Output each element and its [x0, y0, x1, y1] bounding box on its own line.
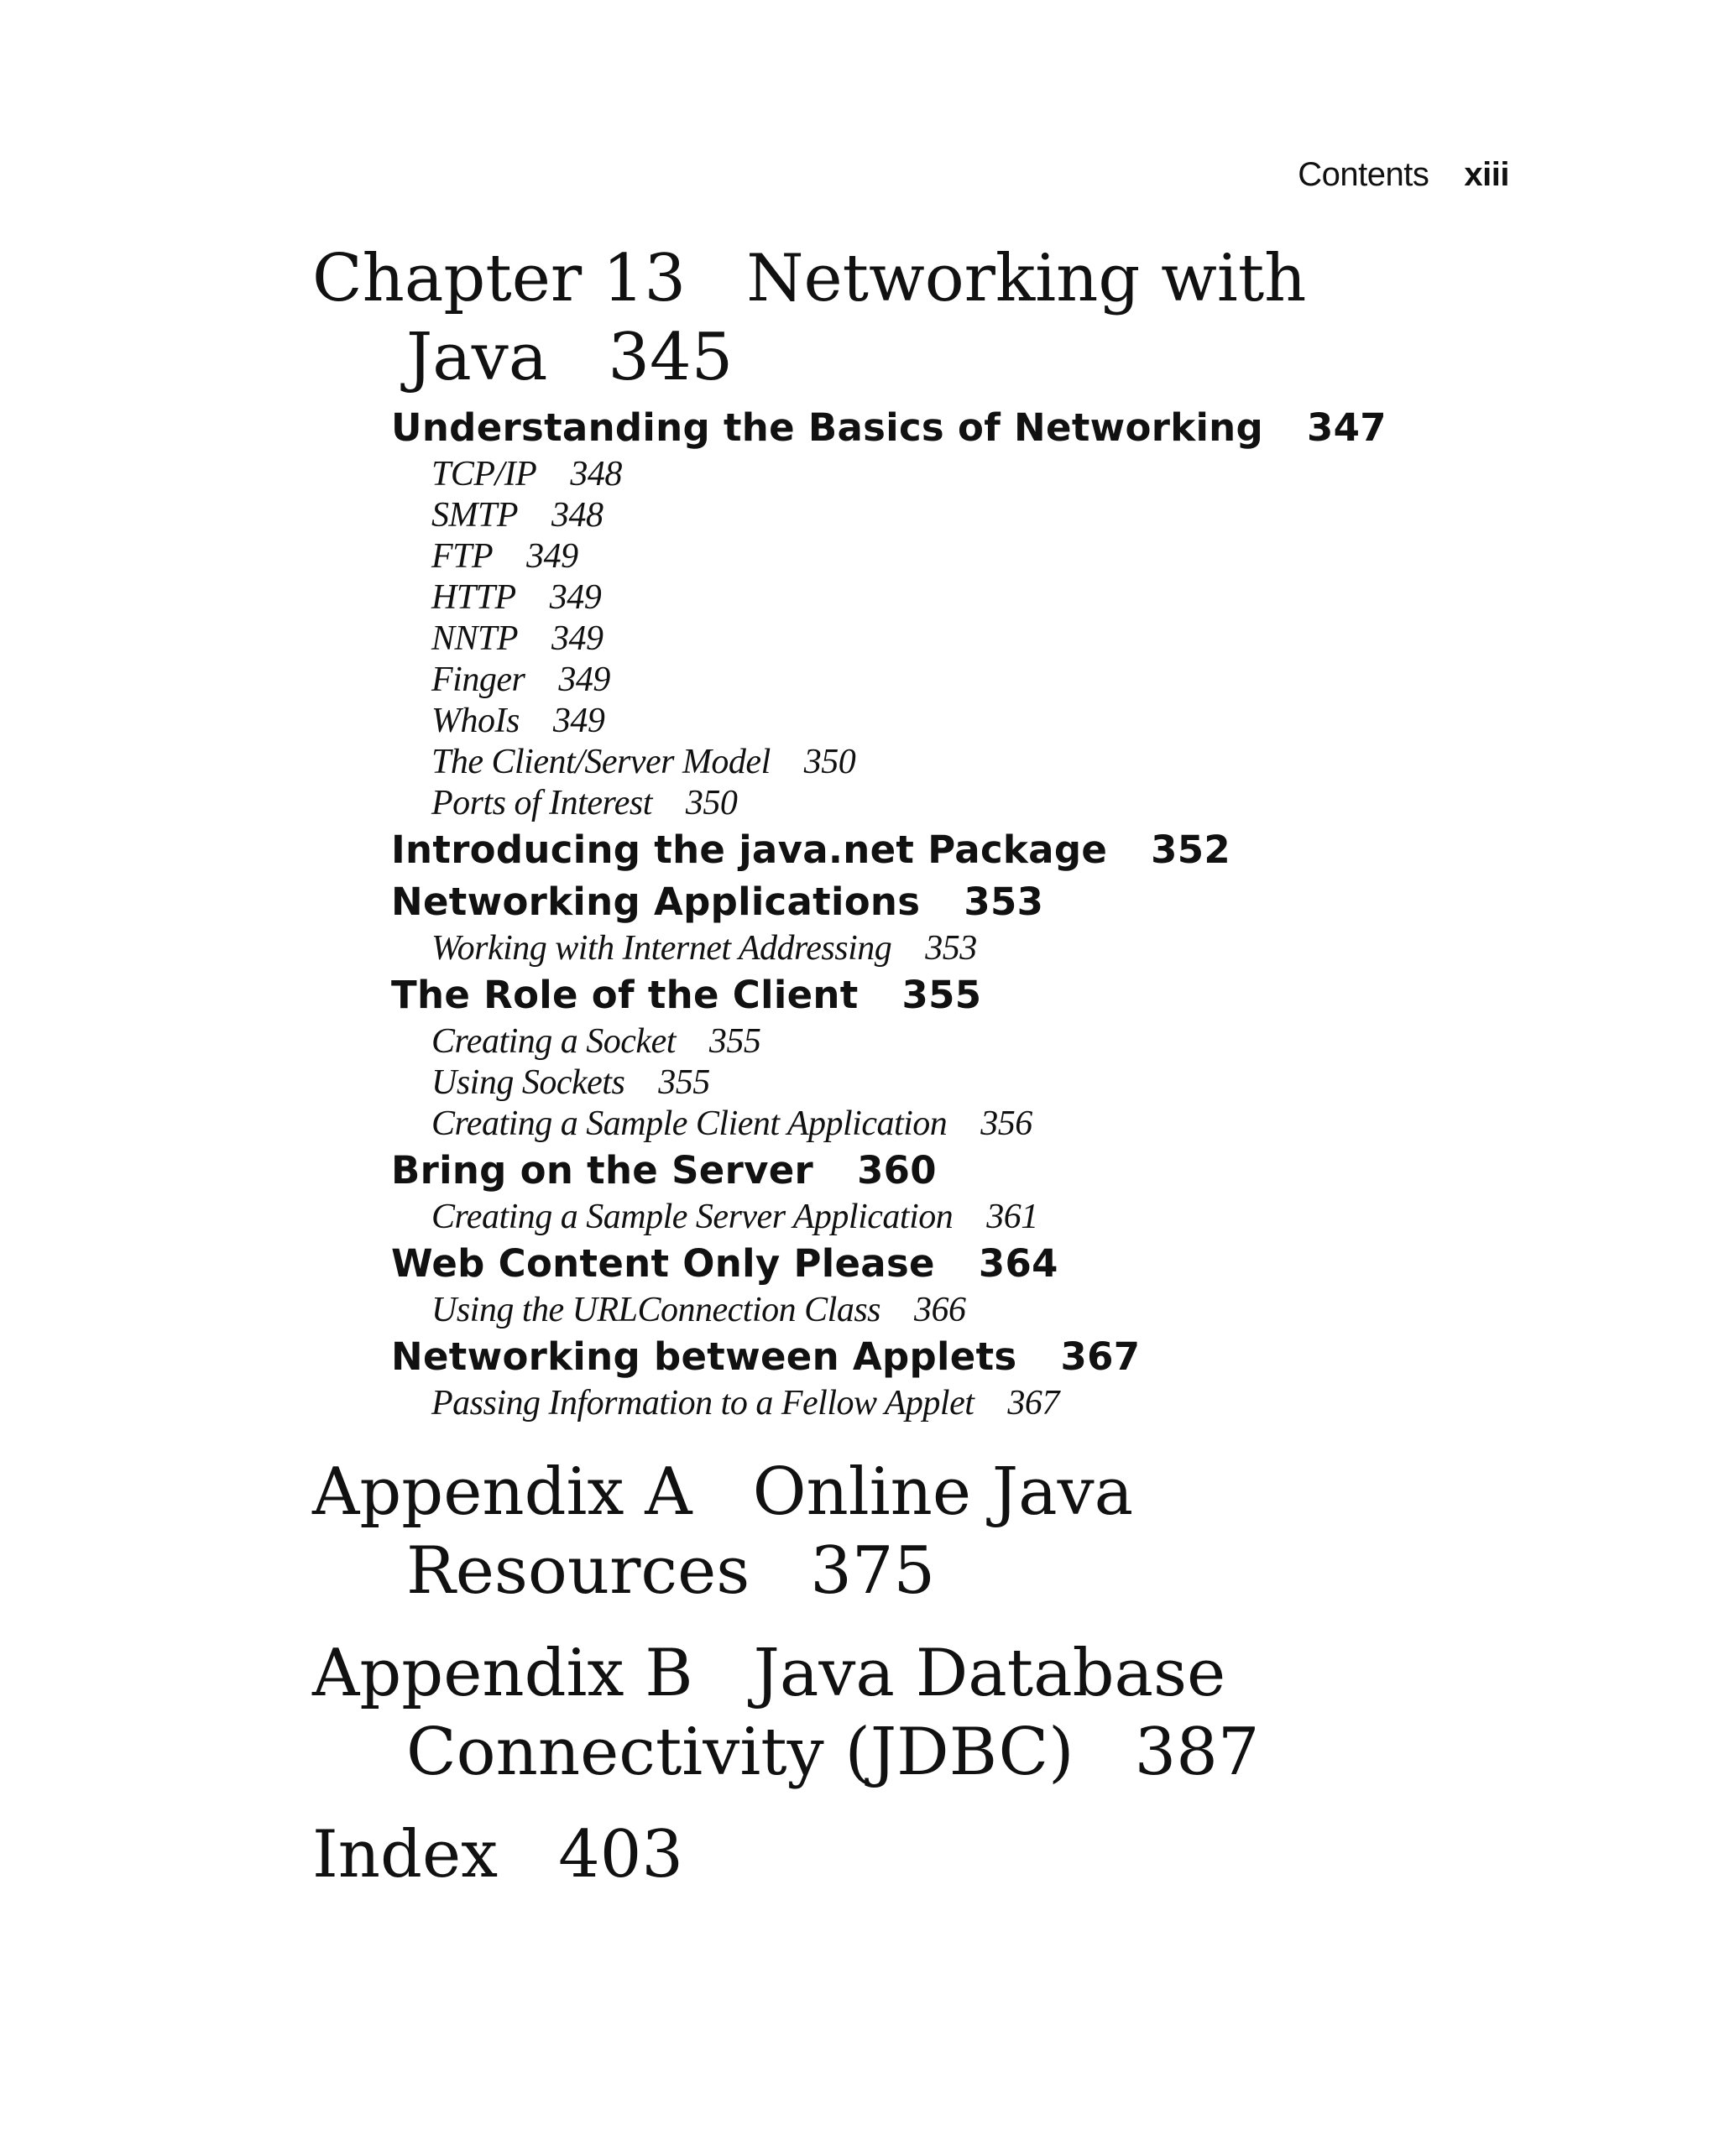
appendix-a-page: 375: [810, 1533, 936, 1609]
table-of-contents: [312, 239, 1504, 1894]
section-page: 364: [978, 1241, 1058, 1286]
subsection-title: SMTP: [431, 496, 518, 535]
subsection-page: 367: [1007, 1384, 1059, 1423]
page-number: xiii: [1464, 156, 1509, 193]
section-title: Web Content Only Please: [391, 1241, 935, 1286]
section-title: Networking Applications: [391, 880, 921, 924]
subsection-title: Passing Information to a Fellow Applet: [431, 1384, 974, 1423]
subsection-page: 349: [526, 537, 578, 576]
subsection-page: 349: [558, 660, 610, 699]
subsection-title: The Client/Server Model: [431, 743, 771, 781]
chapter-sections: [312, 402, 1504, 1424]
toc-section[interactable]: [312, 824, 1504, 876]
subsection-page: 349: [551, 619, 603, 658]
chapter-heading[interactable]: [312, 239, 1504, 397]
section-page: 355: [901, 973, 982, 1017]
subsection-title: FTP: [431, 537, 494, 576]
appendix-b-heading[interactable]: [312, 1634, 1504, 1792]
section-title: Understanding the Basics of Networking: [391, 405, 1264, 450]
subsection-page: 349: [549, 578, 602, 617]
toc-subsection[interactable]: [312, 536, 1504, 577]
section-title: The Role of the Client: [391, 973, 859, 1017]
section-page: 353: [964, 880, 1044, 924]
subsection-page: 350: [803, 743, 856, 781]
subsection-title: TCP/IP: [431, 455, 537, 493]
subsection-page: 348: [551, 496, 603, 535]
subsection-title: Creating a Sample Client Application: [431, 1104, 948, 1143]
subsection-title: HTTP: [431, 578, 516, 617]
appendix-b-page: 387: [1134, 1715, 1260, 1790]
toc-subsection[interactable]: [312, 1383, 1504, 1424]
section-title: Bring on the Server: [391, 1148, 814, 1193]
subsection-title: Creating a Socket: [431, 1022, 676, 1061]
toc-section[interactable]: [312, 1238, 1504, 1290]
appendix-a-label: Appendix A: [312, 1454, 692, 1530]
toc-subsection[interactable]: [312, 577, 1504, 619]
subsection-page: 349: [552, 702, 605, 740]
toc-subsection[interactable]: [312, 742, 1504, 783]
subsection-title: Finger: [431, 660, 525, 699]
section-page: 352: [1151, 827, 1230, 872]
subsection-title: WhoIs: [431, 702, 520, 740]
toc-section[interactable]: [312, 1145, 1504, 1197]
appendix-b-title-line1: Java Database: [753, 1636, 1226, 1711]
toc-subsection[interactable]: [312, 495, 1504, 536]
appendix-a-title-line2: Resources: [406, 1533, 750, 1609]
toc-subsection[interactable]: [312, 1104, 1504, 1145]
chapter-title-line1: Networking with: [746, 241, 1307, 316]
appendix-b-label: Appendix B: [312, 1636, 693, 1711]
subsection-title: Using the URLConnection Class: [431, 1291, 881, 1329]
subsection-page: 366: [914, 1291, 966, 1329]
appendix-a-title-line1: Online Java: [752, 1454, 1134, 1530]
appendix-a-heading[interactable]: [312, 1453, 1504, 1610]
subsection-page: 355: [658, 1063, 710, 1102]
section-title: Introducing the java.net Package: [391, 827, 1108, 872]
toc-section[interactable]: [312, 402, 1504, 454]
section-page: 360: [857, 1148, 937, 1193]
subsection-page: 356: [980, 1104, 1032, 1143]
toc-subsection[interactable]: [312, 701, 1504, 742]
toc-subsection[interactable]: [312, 928, 1504, 969]
toc-subsection[interactable]: [312, 1197, 1504, 1238]
index-heading[interactable]: [312, 1815, 1504, 1894]
section-title: Networking between Applets: [391, 1334, 1017, 1379]
appendix-b-title-line2: Connectivity (JDBC): [406, 1715, 1074, 1790]
toc-section[interactable]: [312, 969, 1504, 1021]
index-page: 403: [558, 1817, 684, 1892]
chapter-label: Chapter 13: [312, 241, 687, 316]
subsection-title: NNTP: [431, 619, 519, 658]
toc-section[interactable]: [312, 1331, 1504, 1383]
subsection-title: Using Sockets: [431, 1063, 625, 1102]
subsection-title: Working with Internet Addressing: [431, 929, 892, 968]
index-label: Index: [312, 1817, 499, 1892]
toc-section[interactable]: [312, 876, 1504, 928]
running-head-label: Contents: [1298, 156, 1429, 193]
toc-subsection[interactable]: [312, 454, 1504, 495]
subsection-page: 353: [925, 929, 977, 968]
chapter-page: 345: [608, 320, 734, 395]
toc-subsection[interactable]: [312, 619, 1504, 660]
toc-subsection[interactable]: [312, 660, 1504, 701]
toc-subsection[interactable]: [312, 1021, 1504, 1062]
subsection-page: 355: [708, 1022, 761, 1061]
toc-subsection[interactable]: [312, 783, 1504, 824]
subsection-page: 348: [570, 455, 622, 493]
subsection-page: 350: [685, 784, 738, 822]
section-page: 347: [1307, 405, 1387, 450]
subsection-title: Ports of Interest: [431, 784, 652, 822]
toc-subsection[interactable]: [312, 1290, 1504, 1331]
running-head: [1298, 156, 1509, 194]
section-page: 367: [1060, 1334, 1141, 1379]
subsection-title: Creating a Sample Server Application: [431, 1198, 954, 1236]
toc-subsection[interactable]: [312, 1062, 1504, 1104]
chapter-title-line2: Java: [406, 320, 548, 395]
subsection-page: 361: [986, 1198, 1038, 1236]
